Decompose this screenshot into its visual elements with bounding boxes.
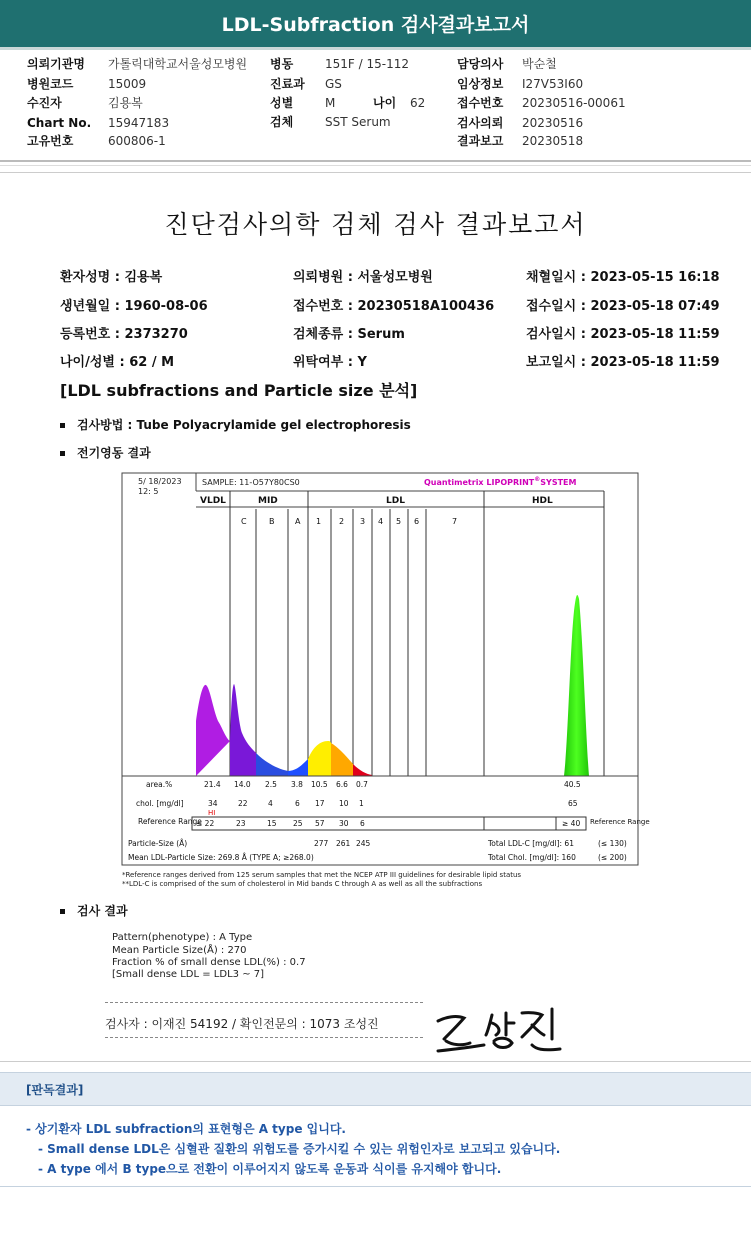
chart-brand	[424, 476, 577, 487]
lipoprint-chart	[118, 471, 650, 891]
header-label: 검체	[270, 115, 294, 129]
result-heading	[60, 902, 128, 919]
particle-value: 277	[314, 839, 329, 848]
band-label: 5	[396, 517, 402, 526]
header-label: 진료과	[270, 77, 305, 91]
area-value: 2.5	[265, 780, 277, 789]
ref-right-label: Reference Range	[590, 818, 650, 826]
header-label: 의뢰기관명	[27, 57, 85, 71]
opinion-title: [판독결과]	[26, 1083, 84, 1097]
header-label: 담당의사	[457, 57, 504, 71]
brand-sup: ®	[534, 476, 541, 483]
band-label: 7	[452, 517, 458, 526]
header-label: 고유번호	[27, 134, 74, 148]
header-label: 결과보고	[457, 134, 504, 148]
footnote: *Reference ranges derived from 125 serum samples that met the NCEP ATP III guidelines for desirable lipid status	[122, 871, 522, 879]
particle-value: 261	[336, 839, 351, 848]
header-label: 접수번호	[457, 96, 504, 110]
total-ldl: Total LDL-C [mg/dl]: 61	[488, 839, 574, 848]
mean-particle-size: Mean LDL-Particle Size: 269.8 Å (TYPE A; ≥268.0)	[128, 853, 314, 862]
header-value: 62	[410, 96, 426, 110]
info-cell: 접수번호 : 20230518A100436	[293, 299, 495, 314]
info-cell: 위탁여부 : Y	[293, 355, 367, 370]
header-label: 병동	[270, 57, 294, 71]
band-label: 2	[339, 517, 345, 526]
info-cell: 검사일시 : 2023-05-18 11:59	[526, 327, 720, 342]
total-chol: Total Chol. [mg/dl]: 160	[488, 853, 576, 862]
header-value: I27V53I60	[522, 77, 584, 91]
info-cell: 생년월일 : 1960-08-06	[60, 299, 208, 314]
area-value: 10.5	[311, 780, 328, 789]
bullet-icon	[60, 423, 65, 428]
header-value: M	[325, 96, 336, 110]
total-ldl-ref: (≤ 130)	[598, 839, 627, 848]
header-divider	[0, 160, 751, 162]
info-cell: 검체종류 : Serum	[293, 327, 405, 342]
info-cell: 채혈일시 : 2023-05-15 16:18	[526, 270, 720, 285]
band-label: B	[269, 517, 275, 526]
area-value: 14.0	[234, 780, 251, 789]
opinion-header	[0, 1072, 751, 1106]
result-line: Mean Particle Size(Å) : 270	[112, 945, 247, 956]
header-value: 가톨릭대학교서울성모병원	[108, 57, 248, 71]
result-line: [Small dense LDL = LDL3 ~ 7]	[112, 969, 265, 980]
band-label: 1	[316, 517, 322, 526]
hdl-ref-value: ≥ 40	[562, 819, 581, 828]
info-cell: 나이/성별 : 62 / M	[60, 355, 175, 370]
info-cell: 환자성명 : 김용복	[60, 270, 163, 285]
chol-value: 22	[238, 799, 248, 808]
ref-value: 30	[339, 819, 349, 828]
high-flag: HI	[208, 809, 216, 817]
ref-label: Reference Range	[138, 817, 202, 826]
header-value: 600806-1	[108, 134, 166, 148]
opinion-line: - Small dense LDL은 심혈관 질환의 위험도를 증가시킬 수 있는 위험인자로 보고되고 있습니다.	[38, 1142, 561, 1156]
band-label: 3	[360, 517, 366, 526]
header-value: 20230518	[522, 134, 584, 148]
section-heading: [LDL subfractions and Particle size 분석]	[60, 381, 418, 400]
signature-rule	[105, 1002, 423, 1003]
header-label: 수진자	[27, 96, 62, 110]
total-chol-ref: (≤ 200)	[598, 853, 627, 862]
electro-text: 전기영동 결과	[77, 446, 151, 460]
particle-value: 245	[356, 839, 371, 848]
header-value: 15947183	[108, 116, 170, 130]
ref-value: ≤ 22	[196, 819, 215, 828]
header-value: 박순철	[522, 57, 557, 71]
result-heading-text: 검사 결과	[77, 904, 128, 918]
group-label-ldl: LDL	[386, 496, 405, 506]
band-label: A	[295, 517, 301, 526]
brand-tail: SYSTEM	[540, 478, 577, 487]
row-label-area: area.%	[146, 780, 173, 789]
info-cell: 보고일시 : 2023-05-18 11:59	[526, 355, 720, 370]
bullet-icon	[60, 909, 65, 914]
band-label: C	[241, 517, 247, 526]
report-title: LDL-Subfraction 검사결과보고서	[221, 14, 530, 36]
chol-value: 1	[359, 799, 364, 808]
header-label: 성별	[270, 96, 294, 110]
chol-value: 10	[339, 799, 349, 808]
opinion-line: - A type 에서 B type으로 전환이 이루어지지 않도록 운동과 식이를 유지해야 합니다.	[38, 1162, 502, 1176]
row-label-ref	[138, 817, 202, 826]
chol-value: 6	[295, 799, 300, 808]
result-line: Pattern(phenotype) : A Type	[112, 932, 253, 943]
chart-date: 5/ 18/2023	[138, 477, 182, 486]
chart-frame	[122, 473, 638, 865]
group-label-vldl: VLDL	[200, 496, 226, 506]
header-value: GS	[325, 77, 342, 91]
header-value: 15009	[108, 77, 147, 91]
chart-sample: SAMPLE: 11-O57Y80CS0	[202, 478, 300, 487]
ref-value: 57	[315, 819, 325, 828]
chol-value: 17	[315, 799, 325, 808]
header-value: SST Serum	[325, 115, 391, 129]
group-label-hdl: HDL	[532, 496, 553, 506]
header-label: Chart No.	[27, 116, 92, 130]
header-label: 병원코드	[27, 77, 74, 91]
row-label-particle: Particle-Size (Å)	[128, 839, 188, 848]
signature-line: 검사자 : 이재진 54192 / 확인전문의 : 1073 조성진	[105, 1017, 379, 1031]
area-value: 0.7	[356, 780, 368, 789]
header-label: 검사의뢰	[457, 116, 504, 130]
band-label: 4	[378, 517, 384, 526]
header-label: 나이	[373, 96, 397, 110]
handwritten-signature	[432, 1005, 572, 1057]
result-line: Fraction % of small dense LDL(%) : 0.7	[112, 957, 306, 968]
header-value: 김용복	[108, 96, 143, 110]
ref-value: 15	[267, 819, 277, 828]
chol-value: 34	[208, 799, 218, 808]
header-value: 20230516	[522, 116, 584, 130]
group-label-mid: MID	[258, 496, 278, 506]
chart-time: 12: 5	[138, 487, 159, 496]
ref-value: 25	[293, 819, 303, 828]
signature-rule	[105, 1037, 423, 1038]
band-label: 6	[414, 517, 420, 526]
ref-value: 23	[236, 819, 246, 828]
header-value: 20230516-00061	[522, 96, 626, 110]
opinion-line: - 상기환자 LDL subfraction의 표현형은 A type 입니다.	[26, 1122, 346, 1136]
area-value: 6.6	[336, 780, 348, 789]
area-value: 3.8	[291, 780, 303, 789]
area-value: 21.4	[204, 780, 221, 789]
info-cell: 등록번호 : 2373270	[60, 327, 188, 342]
report-document-title: 진단검사의학 검체 검사 결과보고서	[164, 210, 587, 239]
method-text: 검사방법 : Tube Polyacrylamide gel electrophoresis	[77, 418, 411, 432]
hdl-chol-value: 65	[568, 799, 578, 808]
bullet-icon	[60, 451, 65, 456]
header-info	[0, 0, 751, 160]
electro-heading	[60, 444, 151, 461]
header-label: 임상정보	[457, 77, 504, 91]
hdl-area-value: 40.5	[564, 780, 581, 789]
method-line	[60, 416, 411, 433]
chol-value: 4	[268, 799, 273, 808]
brand-name: Quantimetrix LIPOPRINT	[424, 478, 535, 487]
footnote: **LDL-C is comprised of the sum of cholesterol in Mid bands C through A as well as all the subfractions	[122, 880, 483, 888]
header-value: 151F / 15-112	[325, 57, 409, 71]
ref-value: 6	[360, 819, 365, 828]
row-label-chol: chol. [mg/dl]	[136, 799, 184, 808]
header-divider	[0, 165, 751, 166]
info-cell: 접수일시 : 2023-05-18 07:49	[526, 299, 720, 314]
info-cell: 의뢰병원 : 서울성모병원	[293, 270, 433, 285]
